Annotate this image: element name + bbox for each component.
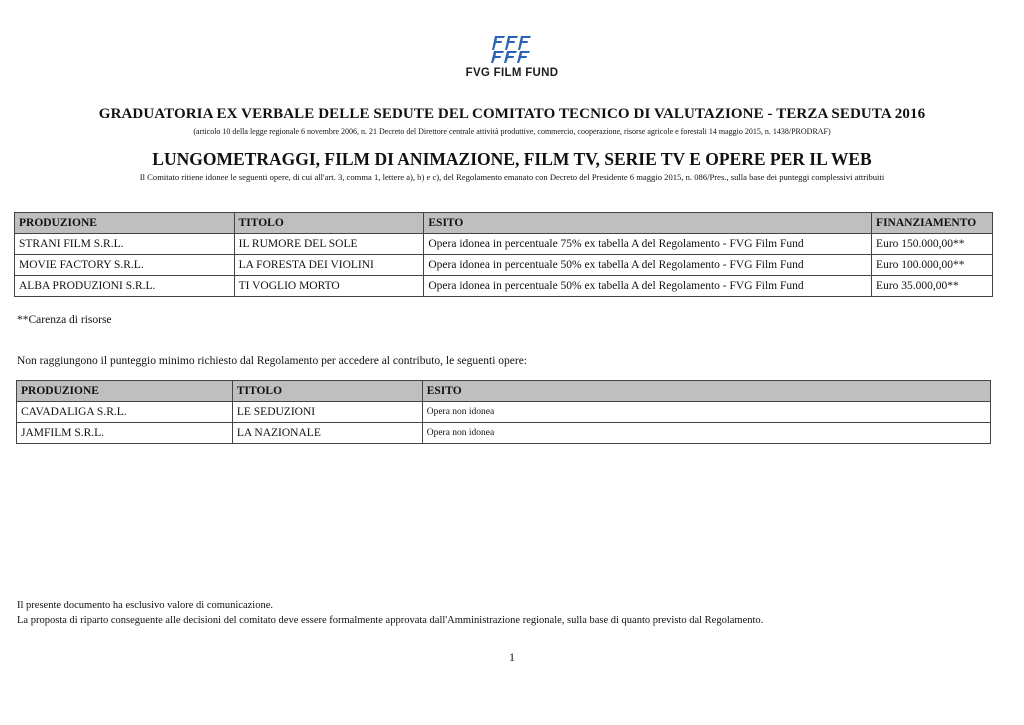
table-row [15,234,993,255]
page-number: 1 [509,650,515,664]
cell-titolo: LA FORESTA DEI VIOLINI [234,255,424,276]
cell-produzione: MOVIE FACTORY S.R.L. [15,255,235,276]
column-header: TITOLO [232,381,422,402]
table-row [15,255,993,276]
cell-esito: Opera idonea in percentuale 50% ex tabella A del Regolamento - FVG Film Fund [424,255,872,276]
resources-note: **Carenza di risorse [17,314,112,326]
column-header: TITOLO [234,213,424,234]
column-header: ESITO [422,381,990,402]
cell-finanziamento: Euro 150.000,00** [872,234,993,255]
cell-produzione: ALBA PRODUZIONI S.R.L. [15,276,235,297]
cell-titolo: LE SEDUZIONI [232,402,422,423]
cell-produzione: JAMFILM S.R.L. [17,423,233,444]
cell-produzione: CAVADALIGA S.R.L. [17,402,233,423]
table-header-row [15,213,993,234]
column-header: ESITO [424,213,872,234]
ineligible-works-table [16,380,991,444]
cell-finanziamento: Euro 35.000,00** [872,276,993,297]
table-row [15,276,993,297]
document-title: GRADUATORIA EX VERBALE DELLE SEDUTE DEL COMITATO TECNICO DI VALUTAZIONE - TERZA SEDUTA 2016 [98,106,926,122]
section-intro: Il Comitato ritiene idonee le seguenti opere, di cui all'art. 3, comma 1, lettere a), b) e c), del Regolamento emanato con Decreto del Presidente 6 maggio 2015, n. 086/Pres., sulla base dei punteggi complessivi attribuiti [139,172,885,182]
table-header-row [17,381,991,402]
table-row [17,402,991,423]
column-header: FINANZIAMENTO [872,213,993,234]
footer-disclaimer: Il presente documento ha esclusivo valore di comunicazione. [17,600,273,611]
section-title: LUNGOMETRAGGI, FILM DI ANIMAZIONE, FILM TV, SERIE TV E OPERE PER IL WEB [152,149,872,169]
ineligible-intro: Non raggiungono il punteggio minimo richiesto dal Regolamento per accedere al contributo, le seguenti opere: [17,355,528,367]
cell-titolo: LA NAZIONALE [232,423,422,444]
eligible-works-table [14,212,993,297]
column-header: PRODUZIONE [17,381,233,402]
cell-esito: Opera non idonea [422,402,990,423]
table-row [17,423,991,444]
fvg-film-fund-logo [0,34,1024,79]
logo-text: FVG FILM FUND [465,67,559,79]
column-header: PRODUZIONE [15,213,235,234]
cell-titolo: TI VOGLIO MORTO [234,276,424,297]
cell-finanziamento: Euro 100.000,00** [872,255,993,276]
cell-titolo: IL RUMORE DEL SOLE [234,234,424,255]
cell-esito: Opera idonea in percentuale 50% ex tabella A del Regolamento - FVG Film Fund [424,276,872,297]
cell-esito: Opera non idonea [422,423,990,444]
cell-esito: Opera idonea in percentuale 75% ex tabella A del Regolamento - FVG Film Fund [424,234,872,255]
footer-approval-note: La proposta di riparto conseguente alle decisioni del comitato deve essere formalmente approvata dall'Amministrazione regionale, sulla base di quanto previsto dal Regolamento. [17,615,764,626]
cell-produzione: STRANI FILM S.R.L. [15,234,235,255]
fff-logo-icon [491,34,533,64]
document-subtitle: (articolo 10 della legge regionale 6 novembre 2006, n. 21 Decreto del Direttore centrale attività produttive, commercio, cooperazione, risorse agricole e forestali 14 maggio 2015, n. 1438/PRODRAF) [193,127,831,136]
